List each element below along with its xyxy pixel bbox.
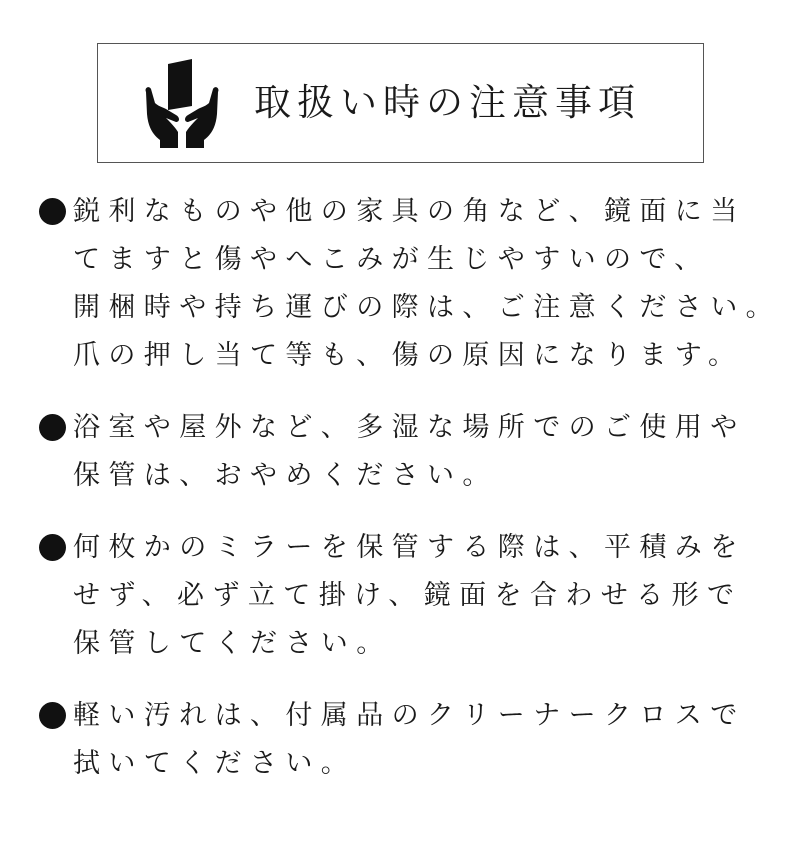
list-item	[0, 404, 800, 500]
list-item	[0, 188, 800, 380]
bullet-icon	[39, 414, 66, 441]
page-title: 取扱い時の注意事項	[254, 81, 641, 124]
note-line: 保管してください。	[73, 628, 392, 659]
list-item	[0, 692, 800, 788]
note-line: せず、必ず立て掛け、鏡面を合わせる形で	[73, 580, 743, 611]
header-box	[97, 43, 704, 163]
note-line: 爪の押し当て等も、傷の原因になります。	[73, 340, 744, 371]
bullet-icon	[39, 702, 66, 729]
note-line: てますと傷やへこみが生じやすいので、	[73, 244, 710, 275]
handle-with-care-hands-icon	[142, 58, 222, 150]
bullet-icon	[39, 198, 66, 225]
note-line: 浴室や屋外など、多湿な場所でのご使用や	[73, 412, 746, 443]
note-line: 拭いてください。	[73, 748, 357, 779]
note-line: 鋭利なものや他の家具の角など、鏡面に当	[73, 196, 746, 227]
note-line: 軽い汚れは、付属品のクリーナークロスで	[73, 700, 746, 731]
note-line: 開梱時や持ち運びの際は、ご注意ください。	[73, 292, 781, 323]
note-line: 保管は、おやめください。	[73, 460, 498, 491]
notes-list	[0, 188, 800, 812]
bullet-icon	[39, 534, 66, 561]
note-line: 何枚かのミラーを保管する際は、平積みを	[73, 532, 746, 563]
list-item	[0, 524, 800, 668]
